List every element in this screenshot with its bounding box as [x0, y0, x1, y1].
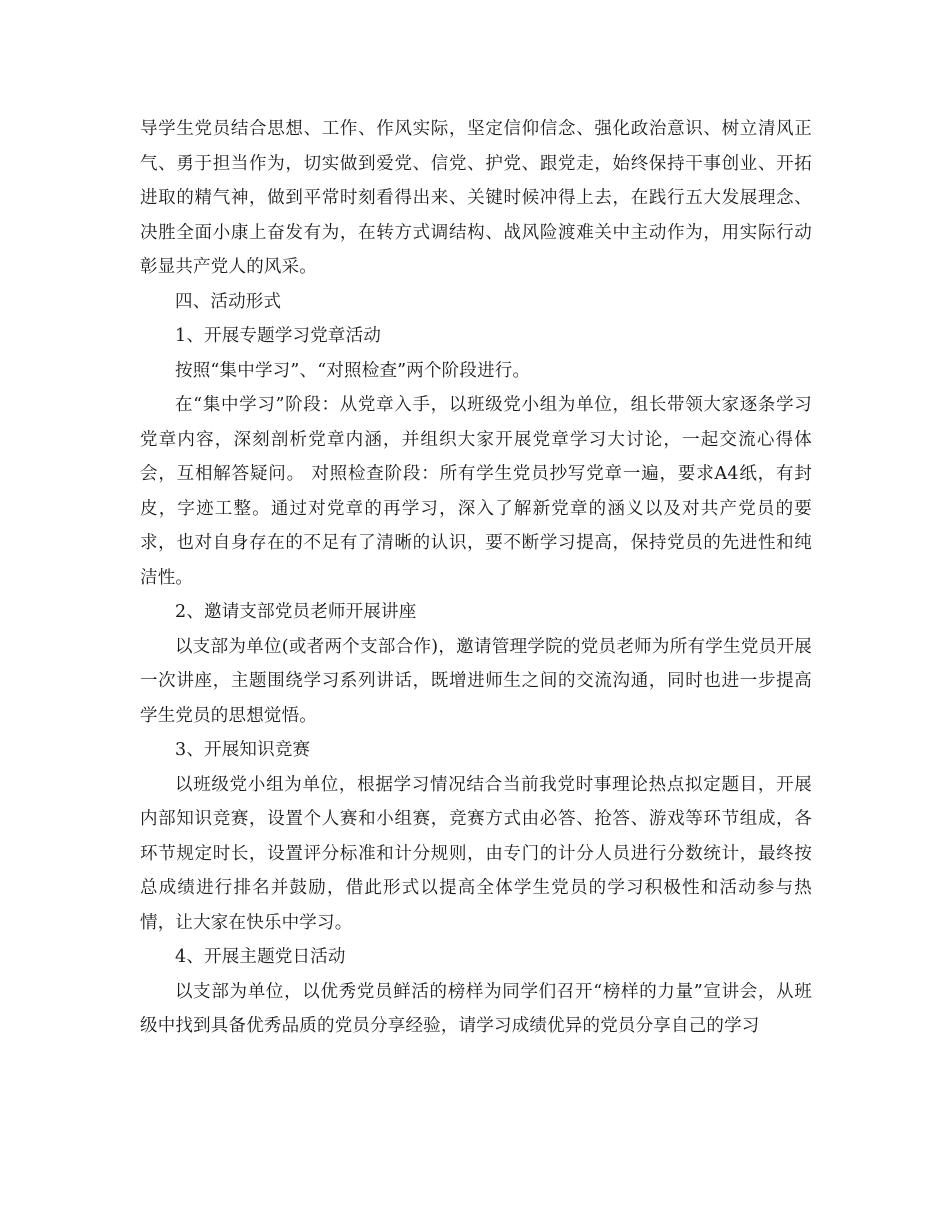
document-page: [140, 112, 812, 1044]
paragraph-contest: 以班级党小组为单位，根据学习情况结合当前我党时事理论热点拟定题目，开展内部知识竞赛，设置个人赛和小组赛，竞赛方式由必答、抢答、游戏等环节组成，各环节规定时长，设置评分标准和计分规则，由专门的计分人员进行分数统计，最终按总成绩进行排名并鼓励，借此形式以提高全体学生党员的学习积极性和活动参与热情，让大家在快乐中学习。: [140, 774, 812, 933]
paragraph-lecture: 以支部为单位(或者两个支部合作)，邀请管理学院的党员老师为所有学生党员开展一次讲座，主题围绕学习系列讲话，既增进师生之间的交流沟通，同时也进一步提高学生党员的思想觉悟。: [140, 636, 812, 726]
paragraph-concentrated-study: 在“集中学习”阶段：从党章入手，以班级党小组为单位，组长带领大家逐条学习党章内容，深刻剖析党章内涵，并组织大家开展党章学习大讨论，一起交流心得体会，互相解答疑问。 对照检查阶段：所有学生党员抄写党章一遍，要求A4纸，有封皮，字迹工整。通过对党章的再学习，深入了解新党章的涵义以及对共产党员的要求，也对自身存在的不足有了清晰的认识，要不断学习提高，保持党员的先进性和纯洁性。: [140, 395, 812, 588]
paragraph-continued: 导学生党员结合思想、工作、作风实际，坚定信仰信念、强化政治意识、树立清风正气、勇于担当作为，切实做到爱党、信党、护党、跟党走，始终保持干事创业、开拓进取的精气神，做到平常时刻看得出来、关键时候冲得上去，在践行五大发展理念、决胜全面小康上奋发有为，在转方式调结构、战风险渡难关中主动作为，用实际行动彰显共产党人的风采。: [140, 119, 812, 277]
subheading-invite-teacher-lecture: 2、邀请支部党员老师开展讲座: [175, 602, 417, 622]
paragraph-party-day: 以支部为单位，以优秀党员鲜活的榜样为同学们召开“榜样的力量”宣讲会，从班级中找到具备优秀品质的党员分享经验，请学习成绩优异的党员分享自己的学习: [140, 981, 812, 1036]
section-heading-activity-forms: 四、活动形式: [175, 291, 282, 312]
paragraph-two-stages: 按照“集中学习”、“对照检查”两个阶段进行。: [175, 360, 531, 381]
subheading-knowledge-contest: 3、开展知识竞赛: [175, 740, 311, 760]
subheading-party-constitution-study: 1、开展专题学习党章活动: [175, 326, 382, 346]
subheading-theme-party-day: 4、开展主题党日活动: [175, 947, 346, 967]
